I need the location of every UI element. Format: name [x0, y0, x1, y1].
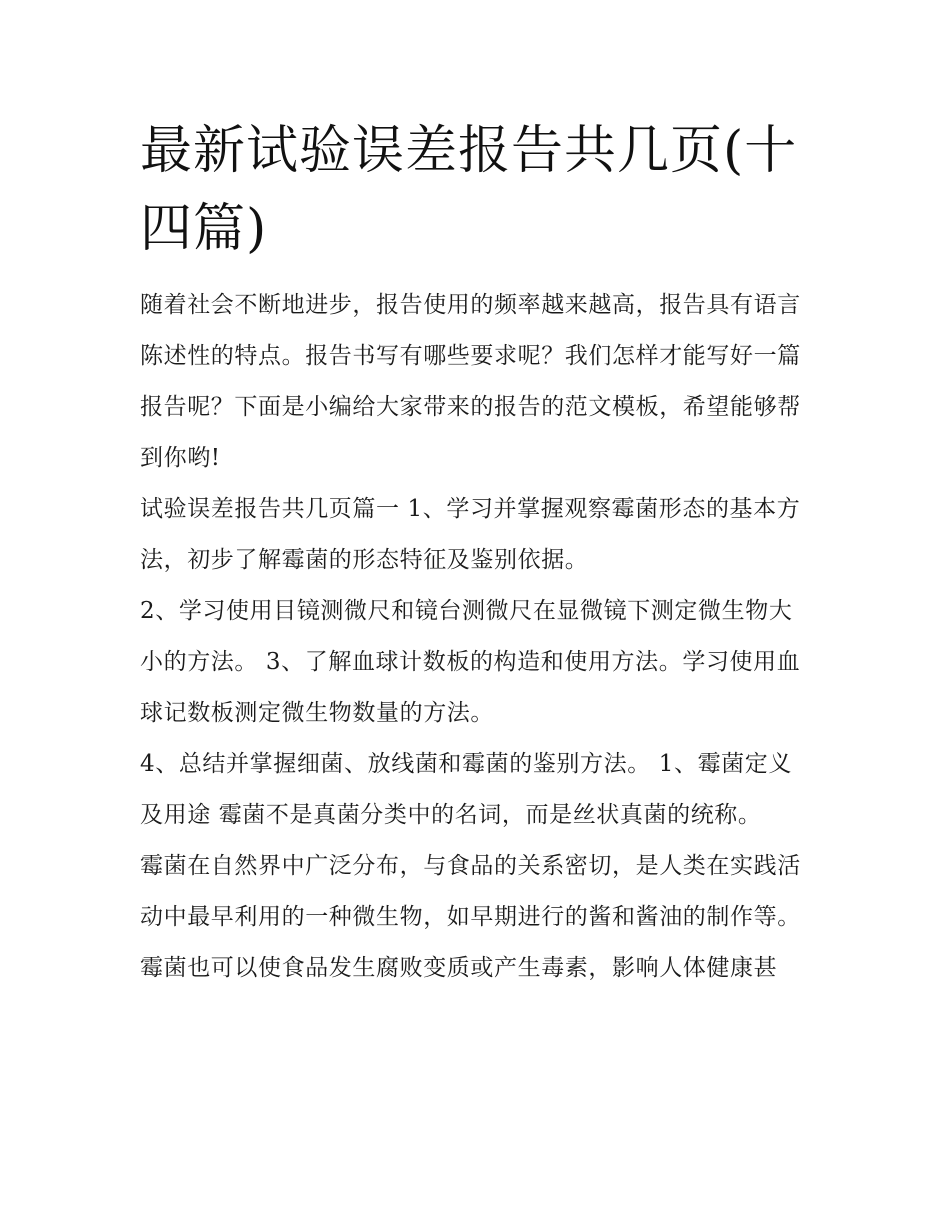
- paragraph: 2、学习使用目镜测微尺和镜台测微尺在显微镜下测定微生物大小的方法。 3、了解血球计数板的构造和使用方法。学习使用血球记数板测定微生物数量的方法。: [140, 598, 801, 726]
- paragraph: 4、总结并掌握细菌、放线菌和霉菌的鉴别方法。 1、霉菌定义及用途 霉菌不是真菌分类中的名词，而是丝状真菌的统称。: [140, 751, 792, 828]
- document-body: [140, 280, 812, 994]
- paragraph: 霉菌也可以使食品发生腐败变质或产生毒素，影响人体健康甚: [140, 955, 778, 981]
- paragraph: 随着社会不断地进步，报告使用的频率越来越高，报告具有语言陈述性的特点。报告书写有哪些要求呢？我们怎样才能写好一篇报告呢？下面是小编给大家带来的报告的范文模板，希望能够帮到你哟!: [140, 292, 801, 471]
- paragraph: 试验误差报告共几页篇一 1、学习并掌握观察霉菌形态的基本方法，初步了解霉菌的形态特征及鉴别依据。: [140, 496, 801, 573]
- document-title: 最新试验误差报告共几页(十四篇): [140, 121, 798, 259]
- paragraph: 霉菌在自然界中广泛分布，与食品的关系密切，是人类在实践活动中最早利用的一种微生物，如早期进行的酱和酱油的制作等。: [140, 853, 801, 930]
